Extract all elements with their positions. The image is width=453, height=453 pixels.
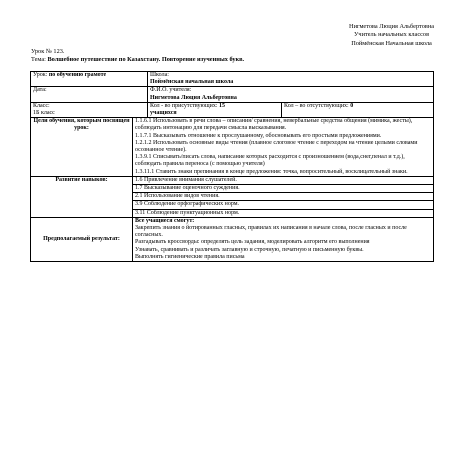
skill-item: 3.9 Соблюдение орфографических норм. — [133, 201, 433, 209]
school-value: Поймёнская начальная школа — [150, 79, 234, 86]
lesson-label: Урок: — [33, 72, 48, 78]
row-goals — [31, 118, 434, 177]
goal-item: 1.1.7.1 Высказывать отношение к прослушанному, обосновывать его простыми предложениями. — [135, 132, 382, 139]
class-label: Класс: — [33, 102, 50, 109]
skill-item: 1.6 Привлечение внимания слушателей. — [133, 177, 433, 185]
teacher-value: Нигметова Люция Альбертовна — [150, 94, 237, 101]
lesson-plan-table — [30, 71, 434, 262]
author-header — [349, 23, 434, 48]
skill-item: 3.11 Соблюдение пунктуационных норм. — [135, 209, 240, 216]
goals-label: Цели обучения, которым посвящен урок: — [31, 118, 133, 177]
topic-label: Тема: — [31, 56, 46, 63]
lesson-number: Урок № 123. — [31, 48, 65, 55]
skills-cell — [133, 176, 434, 217]
cell-present — [148, 102, 282, 117]
result-label: Предполагаемый результат: — [31, 217, 133, 261]
cell-absent — [282, 102, 434, 117]
lesson-topic-line — [31, 56, 244, 64]
result-item: Закрепить знания о йотированных гласных, правилах их написания в начале слова, после гласных и после согласных. — [135, 225, 407, 239]
result-item: Разгадывать кроссворды: определять цель задания, моделировать алгоритм его выполнения — [135, 239, 370, 246]
present-label: Кол - во присутствующих: — [150, 102, 218, 109]
result-item: Узнавать, сравнивать и различать заглавную и строчную, печатную и письменную буквы. — [135, 246, 364, 253]
cell-date — [31, 87, 148, 102]
author-school: Поймёнская Начальная школа — [351, 39, 432, 47]
school-label: Школа: — [150, 72, 169, 78]
author-role: Учитель начальных классов — [353, 31, 430, 39]
teacher-label: Ф.И.О. учителя: — [150, 87, 192, 94]
row-date-teacher — [31, 87, 434, 102]
goals-cell — [133, 118, 434, 177]
row-result — [31, 217, 434, 261]
skills-label: Развитие навыков: — [31, 176, 133, 217]
cell-school — [148, 72, 434, 87]
goal-item: 1.1.6.1 Использовать в речи слова – описания/ сравнения, невербальные средства общения (мимика, жесты), соблюдать интонацию для передачи смысла высказывания. — [135, 118, 413, 132]
goal-item: 1.2.1.2 Использовать основные виды чтения (плавное слоговое чтение с переходом на чтение целыми словами осознанное чтение). — [135, 139, 418, 154]
result-cell — [133, 217, 434, 261]
goal-item: 1.3.11.1 Ставить знаки препинания в конце предложения: точка, вопросительный, восклицательный знаки. — [135, 168, 408, 175]
absent-value: 0 — [350, 102, 354, 109]
result-heading: Все учащиеся смогут: — [135, 217, 195, 224]
result-item: Выполнять гигиенические правила письма — [135, 253, 245, 260]
skill-item: 1.7 Высказывание оценочного суждения. — [133, 185, 433, 193]
row-skills — [31, 176, 434, 217]
cell-teacher — [148, 87, 434, 102]
absent-label: Кол – во отсутствующих: — [284, 102, 349, 109]
goal-item: 1.3.9.1 Списывать/писать слова, написание которых расходится с произношением (вода,снег,пенал и т.д.), соблюдать правила переноса (с помощью учителя) — [135, 154, 405, 168]
topic-text: Волшебное путешествие по Казахстану. Повторение изученных букв. — [47, 56, 245, 63]
cell-lesson — [31, 72, 148, 87]
cell-class — [31, 102, 148, 117]
class-value: 1Б класс — [33, 110, 55, 117]
present-unit: учащихся — [150, 110, 177, 117]
row-lesson-school — [31, 72, 434, 87]
skill-item: 2.1 Использование видов чтения. — [133, 193, 433, 201]
row-class-counts — [31, 102, 434, 117]
date-label: Дата: — [33, 87, 47, 94]
author-name: Нигметова Люция Альбертовна — [349, 23, 434, 30]
lesson-value: по обучению грамоте — [48, 72, 107, 78]
present-value: 15 — [219, 102, 226, 109]
